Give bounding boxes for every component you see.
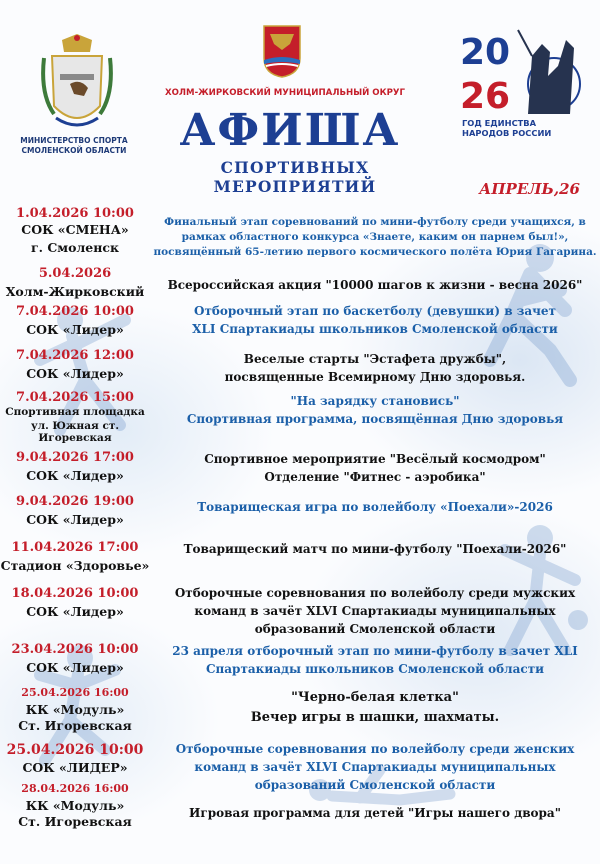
- month-label: АПРЕЛЬ,26: [479, 180, 580, 198]
- event-description-line: Вечер игры в шашки, шахматы.: [250, 710, 500, 725]
- event-description-line: команд в зачёт XLVI Спартакиады муниципальных: [194, 760, 556, 774]
- event-description-line: Финальный этап соревнований по мини-футболу среди учащихся, в: [164, 216, 586, 228]
- event-place: ул. Южная ст. Игоревская: [30, 420, 119, 444]
- event-description-line: Спортивное мероприятие "Весёлый космодром": [204, 452, 546, 466]
- event-description-line: образований Смоленской области: [254, 622, 496, 636]
- smolensk-coat-of-arms-icon: [40, 34, 114, 134]
- event-description-line: Товарищеский матч по мини-футболу "Поехали-2026": [183, 542, 567, 556]
- year-digits-top: 20: [460, 32, 511, 73]
- event-description-line: Отделение "Фитнес - аэробика": [264, 470, 486, 484]
- event-date: 18.04.2026 10:00: [11, 586, 139, 601]
- event-place: Спортивная площадка: [5, 406, 145, 418]
- event-date: 25.04.2026 16:00: [21, 686, 129, 699]
- event-date: 25.04.2026 10:00: [6, 742, 144, 758]
- event-description-line: Отборочные соревнования по волейболу среди мужских: [174, 586, 576, 600]
- event-place: СОК «Лидер»: [26, 660, 124, 675]
- event-place: СОК «Лидер»: [26, 366, 124, 381]
- event-date: 1.04.2026 10:00: [16, 206, 134, 221]
- event-place: КК «Модуль»: [25, 702, 125, 717]
- event-description-line: 23 апреля отборочный этап по мини-футболу в зачет XLI: [172, 644, 578, 658]
- event-description-line: XLI Спартакиады школьников Смоленской области: [192, 322, 558, 336]
- event-description-line: Веселые старты "Эстафета дружбы",: [243, 352, 507, 366]
- event-description-line: рамках областного конкурса «Знаете, каким он парнем был!»,: [181, 231, 569, 243]
- event-place: СОК «СМЕНА»: [21, 222, 129, 237]
- event-description-line: Спартакиады школьников Смоленской области: [205, 662, 545, 676]
- event-description-line: Всероссийская акция "10000 шагов к жизни - весна 2026": [167, 278, 583, 292]
- event-date: 23.04.2026 10:00: [11, 642, 139, 657]
- event-description-line: Товарищеская игра по волейболу «Поехали»-2026: [197, 500, 553, 514]
- event-date: 9.04.2026 17:00: [16, 450, 134, 465]
- event-date: 9.04.2026 19:00: [16, 494, 134, 509]
- event-place: г. Смоленск: [30, 240, 120, 255]
- event-description-line: Игровая программа для детей "Игры нашего двора": [189, 806, 561, 820]
- event-description-line: Отборочный этап по баскетболу (девушки) в зачет: [193, 304, 556, 318]
- page-subtitle: СПОРТИВНЫХ МЕРОПРИЯТИЙ: [213, 158, 377, 196]
- event-place: СОК «ЛИДЕР»: [22, 760, 128, 775]
- year-digits-bottom: 26: [460, 76, 511, 117]
- event-date: 7.04.2026 15:00: [16, 390, 134, 405]
- event-place: СОК «Лидер»: [26, 468, 124, 483]
- year-caption-line-1: ГОД ЕДИНСТВА: [462, 118, 537, 128]
- event-place: Холм-Жирковский: [5, 284, 145, 299]
- event-date: 11.04.2026 17:00: [11, 540, 139, 555]
- event-description-line: Спортивная программа, посвящённая Дню здоровья: [186, 412, 564, 426]
- event-place: СОК «Лидер»: [26, 322, 124, 337]
- page-title: АФИША: [179, 105, 401, 156]
- event-description-line: посвященные Всемирному Дню здоровья.: [224, 370, 526, 384]
- event-place: Стадион «Здоровье»: [0, 558, 150, 573]
- event-place: СОК «Лидер»: [26, 512, 124, 527]
- ministry-label: МИНИСТЕРСТВО СПОРТА СМОЛЕНСКОЙ ОБЛАСТИ: [20, 136, 128, 155]
- event-date: 7.04.2026 10:00: [16, 304, 134, 319]
- event-description-line: "Черно-белая клетка": [291, 690, 459, 705]
- event-description-line: "На зарядку становись": [290, 394, 460, 408]
- event-description-line: Отборочные соревнования по волейболу среди женских: [175, 742, 575, 756]
- event-description-line: образований Смоленской области: [254, 778, 496, 792]
- okrug-coat-of-arms-icon: [262, 24, 302, 78]
- event-place: Ст. Игоревская: [18, 814, 132, 829]
- event-date: 7.04.2026 12:00: [16, 348, 134, 363]
- event-date: 5.04.2026: [38, 266, 112, 281]
- year-of-unity-logo-icon: [458, 26, 582, 118]
- event-place: КК «Модуль»: [25, 798, 125, 813]
- event-place: СОК «Лидер»: [26, 604, 124, 619]
- event-place: Ст. Игоревская: [18, 718, 132, 733]
- okrug-label: ХОЛМ-ЖИРКОВСКИЙ МУНИЦИПАЛЬНЫЙ ОКРУГ: [164, 88, 406, 98]
- event-date: 28.04.2026 16:00: [21, 782, 129, 795]
- year-caption: [462, 118, 592, 138]
- event-description-line: команд в зачёт XLVI Спартакиады муниципальных: [194, 604, 556, 618]
- year-caption-line-2: НАРОДОВ РОССИИ: [462, 128, 552, 138]
- event-description-line: посвящённый 65-летию первого космического полёта Юрия Гагарина.: [153, 246, 597, 258]
